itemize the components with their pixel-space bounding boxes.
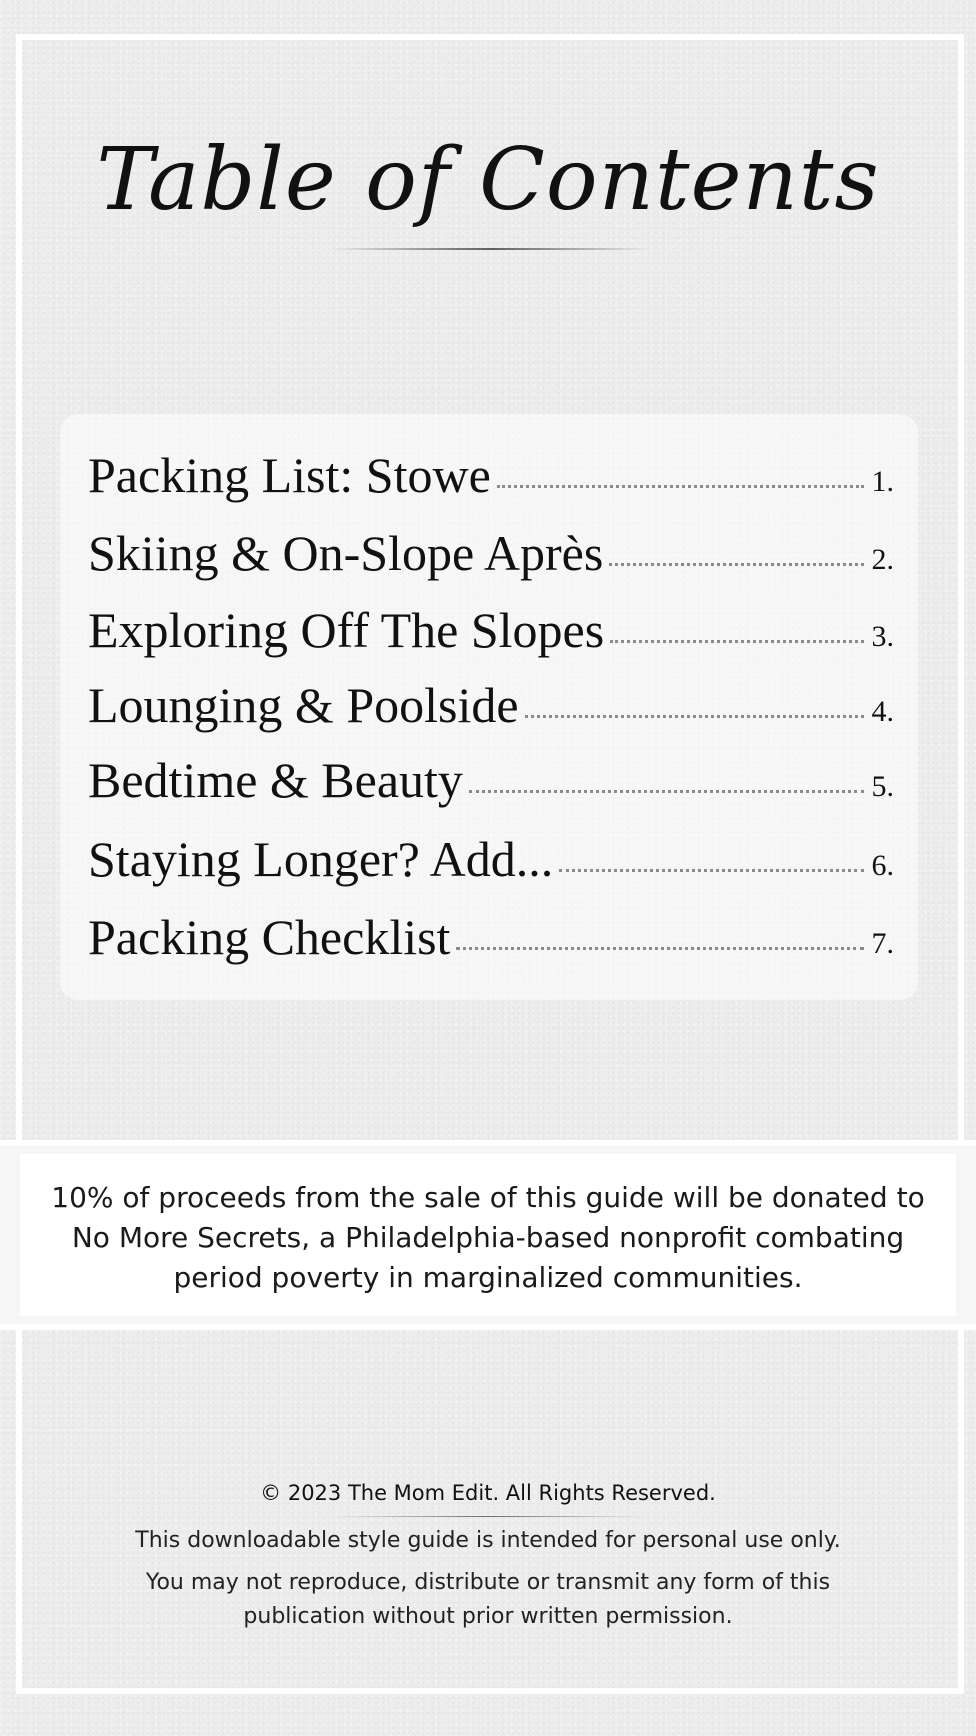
toc-leader-dots <box>610 640 863 643</box>
donation-notice: 10% of proceeds from the sale of this guide will be donated to No More Secrets, a Philadelphia-based nonprofit combating period poverty in marginalized communities. <box>51 1181 925 1294</box>
reproduction-notice: You may not reproduce, distribute or transmit any form of this publication without prior written permission. <box>145 1570 831 1629</box>
usage-notice: This downloadable style guide is intended for personal use only. <box>135 1528 841 1553</box>
toc-entry-1[interactable] <box>88 440 894 504</box>
toc-entry-label: Bedtime & Beauty <box>88 752 463 808</box>
toc-entry-label: Staying Longer? Add... <box>88 831 554 887</box>
toc-entry-label: Exploring Off The Slopes <box>88 602 605 658</box>
toc-leader-dots <box>525 715 864 718</box>
toc-leader-dots <box>456 947 863 950</box>
toc-entry-5[interactable] <box>88 745 894 809</box>
copyright-notice: © 2023 The Mom Edit. All Rights Reserved. <box>260 1481 716 1505</box>
toc-entry-label: Skiing & On-Slope Après <box>88 525 604 581</box>
toc-entry-page: 7. <box>871 927 894 960</box>
toc-entry-2[interactable] <box>88 518 894 582</box>
toc-entry-label: Packing List: Stowe <box>88 447 491 503</box>
toc-entry-3[interactable] <box>88 595 894 659</box>
toc-entry-page: 2. <box>871 543 894 576</box>
toc-leader-dots <box>559 869 863 872</box>
copyright-divider <box>330 1516 646 1517</box>
toc-entry-page: 1. <box>871 465 894 498</box>
toc-entry-page: 4. <box>871 695 894 728</box>
title-divider <box>330 248 650 250</box>
toc-leader-dots <box>609 563 863 566</box>
toc-entry-7[interactable] <box>88 902 894 966</box>
toc-entry-page: 3. <box>871 620 894 653</box>
toc-entry-6[interactable] <box>88 824 894 888</box>
toc-leader-dots <box>497 485 864 488</box>
toc-entry-label: Packing Checklist <box>88 909 451 965</box>
toc-entry-page: 6. <box>871 849 894 882</box>
toc-entry-page: 5. <box>871 770 894 803</box>
toc-leader-dots <box>469 790 864 793</box>
toc-entry-label: Lounging & Poolside <box>88 677 519 733</box>
toc-entry-4[interactable] <box>88 670 894 734</box>
page-title: Table of Contents <box>96 130 880 230</box>
